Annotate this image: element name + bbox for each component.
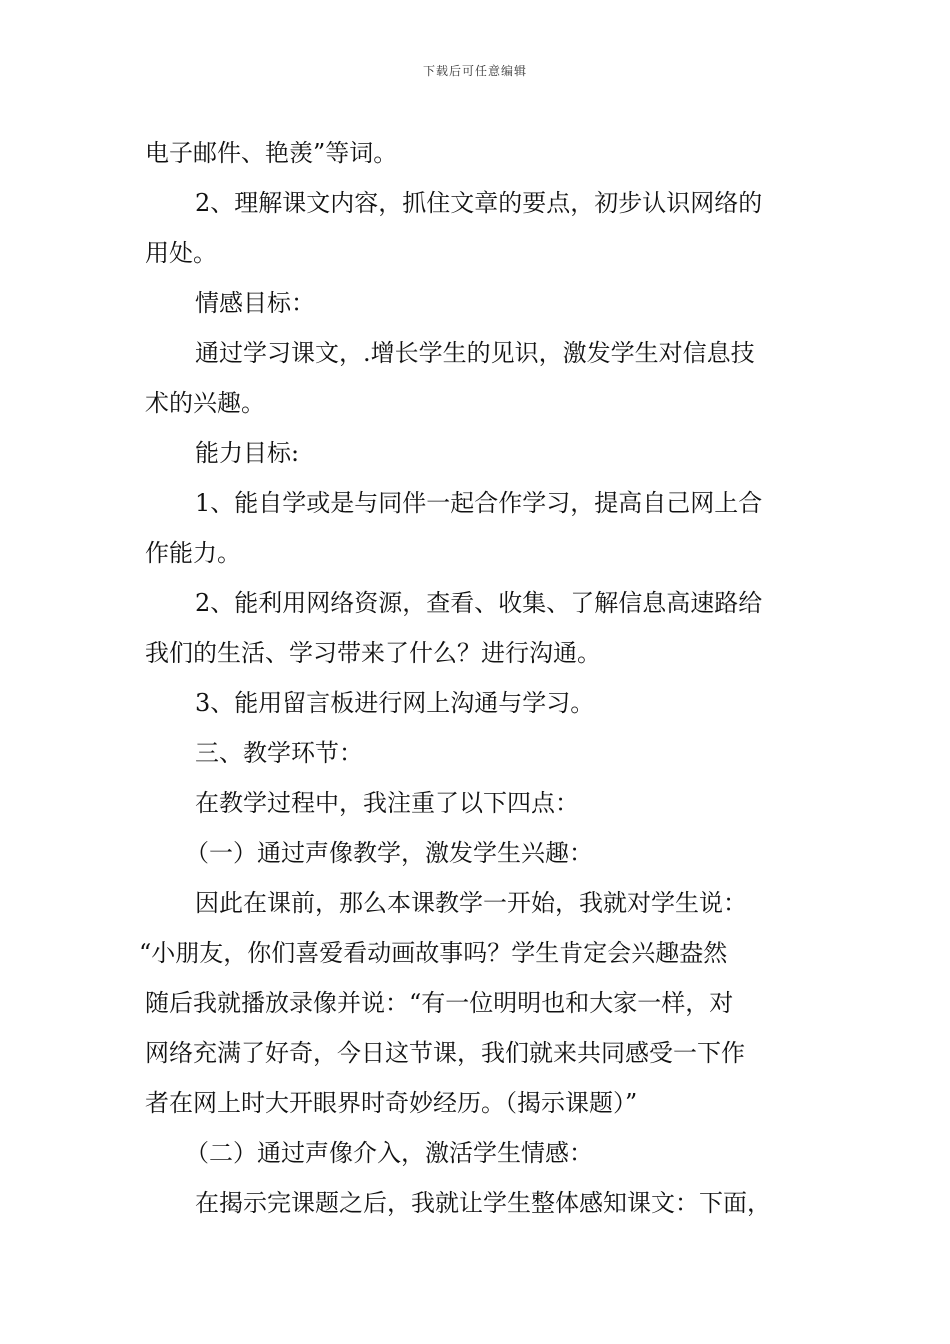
text-line-16: 因此在课前，那么本课教学一开始，我就对学生说： [195, 889, 747, 917]
text-line-9: 作能力。 [145, 539, 241, 567]
text-line-3: 用处。 [145, 239, 217, 267]
text-line-19: 网络充满了好奇，今日这节课，我们就来共同感受一下作 [145, 1039, 745, 1067]
section-heading-teaching-steps: 三、教学环节： [195, 739, 363, 767]
text-line-2: 2、理解课文内容，抓住文章的要点，初步认识网络的 [195, 189, 763, 217]
text-line-14: 在教学过程中，我注重了以下四点： [195, 789, 579, 817]
text-line-6: 术的兴趣。 [145, 389, 265, 417]
text-line-11: 我们的生活、学习带来了什么？进行沟通。 [145, 639, 601, 667]
section-heading-ability-goal: 能力目标: [195, 439, 300, 467]
text-line-8: 1、能自学或是与同伴一起合作学习，提高自己网上合 [195, 489, 763, 517]
text-line-1: 电子邮件、艳羡”等词。 [145, 139, 398, 167]
subsection-heading-2: （二）通过声像介入，激活学生情感： [185, 1139, 593, 1167]
text-line-5: 通过学习课文，.增长学生的见识，激发学生对信息技 [195, 339, 755, 367]
text-line-20: 者在网上时大开眼界时奇妙经历。（揭示课题）” [145, 1089, 638, 1117]
page-header: 下载后可任意编辑 [422, 64, 527, 78]
subsection-heading-1: （一）通过声像教学，激发学生兴趣： [185, 839, 593, 867]
text-line-17: “小朋友，你们喜爱看动画故事吗？学生肯定会兴趣盎然 [139, 939, 728, 967]
text-line-18: 随后我就播放录像并说：“有一位明明也和大家一样，对 [145, 989, 734, 1017]
document-body [139, 128, 810, 1228]
text-line-22: 在揭示完课题之后，我就让学生整体感知课文：下面， [195, 1189, 771, 1217]
text-line-10: 2、能利用网络资源，查看、收集、了解信息高速路给 [195, 589, 763, 617]
section-heading-emotion-goal: 情感目标： [195, 289, 315, 317]
text-line-12: 3、能用留言板进行网上沟通与学习。 [195, 689, 595, 717]
